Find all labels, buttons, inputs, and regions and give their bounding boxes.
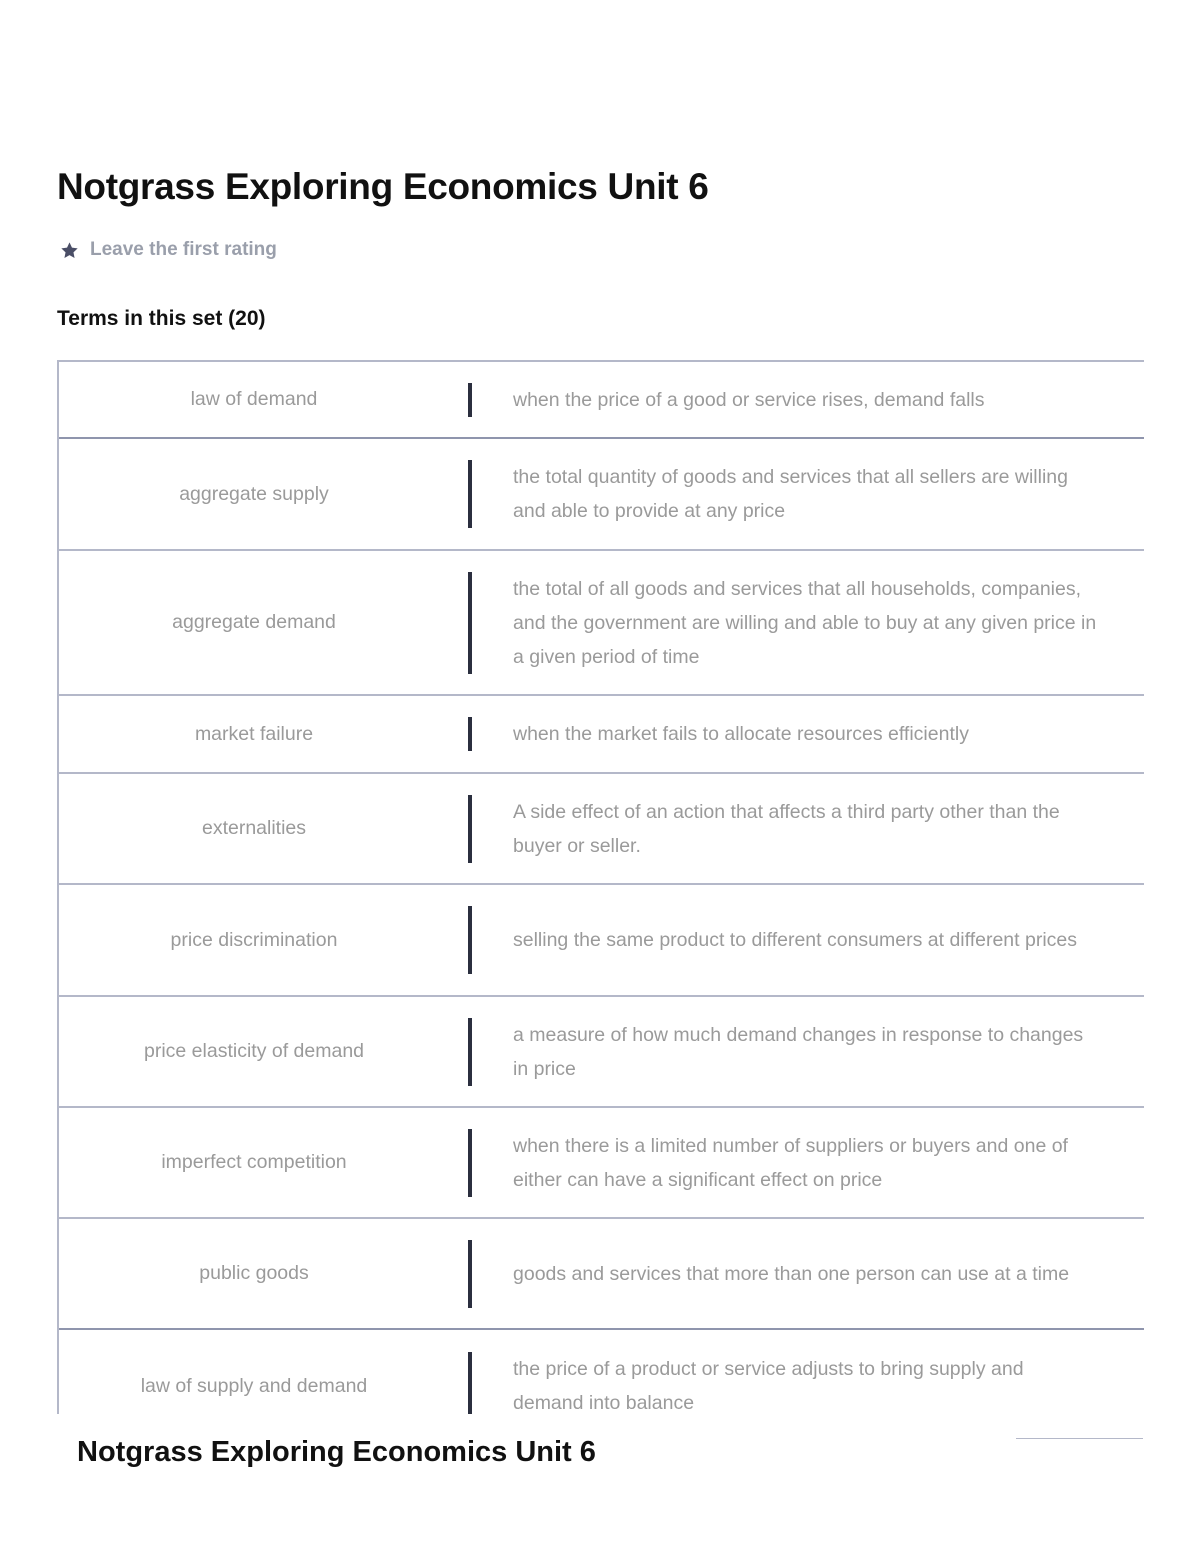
- term-divider: [468, 1018, 472, 1086]
- term-definition: when the price of a good or service rises, demand falls: [513, 388, 985, 411]
- rating-link[interactable]: [60, 237, 277, 263]
- term-row: [59, 439, 1144, 551]
- rating-label: Leave the first rating: [90, 239, 277, 260]
- footer-rule: [1016, 1438, 1143, 1439]
- term-row: [59, 997, 1144, 1108]
- term-divider: [468, 1240, 472, 1308]
- term-divider: [468, 1129, 472, 1197]
- term-row: [59, 774, 1144, 885]
- term-definition: the price of a product or service adjusts to bring supply and demand into balance: [513, 1358, 1024, 1414]
- term-divider: [468, 383, 472, 417]
- terms-list: [57, 360, 1144, 1414]
- term-divider: [468, 460, 472, 528]
- term-row: [59, 551, 1144, 696]
- term-definition: goods and services that more than one person can use at a time: [513, 1262, 1070, 1285]
- term-definition: a measure of how much demand changes in response to changes in price: [513, 1023, 1084, 1080]
- term-divider: [468, 717, 472, 751]
- term-row: [59, 1219, 1144, 1330]
- term-definition: the total quantity of goods and services that all sellers are willing and able to provide at any price: [513, 466, 1068, 522]
- term-row: [59, 362, 1144, 439]
- term-word: law of supply and demand: [140, 1374, 368, 1397]
- term-word: aggregate supply: [179, 482, 329, 505]
- term-definition: the total of all goods and services that all households, companies, and the government are willing and able to buy at any given price in a given period of time: [513, 577, 1097, 668]
- term-definition: when the market fails to allocate resources efficiently: [513, 723, 969, 745]
- term-divider: [468, 795, 472, 863]
- term-word: market failure: [194, 722, 314, 745]
- term-word: law of demand: [190, 388, 318, 410]
- term-word: externalities: [201, 817, 307, 839]
- star-icon: [60, 241, 79, 260]
- term-word: price discrimination: [170, 928, 338, 951]
- term-row: [59, 1330, 1144, 1414]
- term-word: public goods: [199, 1262, 309, 1284]
- term-row: [59, 885, 1144, 997]
- term-divider: [468, 1352, 472, 1414]
- term-definition: when there is a limited number of suppliers or buyers and one of either can have a significant effect on price: [513, 1134, 1068, 1191]
- term-word: imperfect competition: [161, 1151, 347, 1173]
- term-row: [59, 696, 1144, 774]
- term-divider: [468, 906, 472, 974]
- term-definition: selling the same product to different consumers at different prices: [513, 929, 1077, 951]
- term-word: price elasticity of demand: [143, 1040, 365, 1062]
- terms-heading: Terms in this set (20): [57, 307, 266, 330]
- page-title: Notgrass Exploring Economics Unit 6: [57, 166, 709, 207]
- term-definition: A side effect of an action that affects a third party other than the buyer or seller.: [513, 800, 1060, 857]
- footer-title: Notgrass Exploring Economics Unit 6: [77, 1436, 596, 1468]
- term-divider: [468, 572, 472, 674]
- term-word: aggregate demand: [172, 611, 336, 633]
- term-row: [59, 1108, 1144, 1219]
